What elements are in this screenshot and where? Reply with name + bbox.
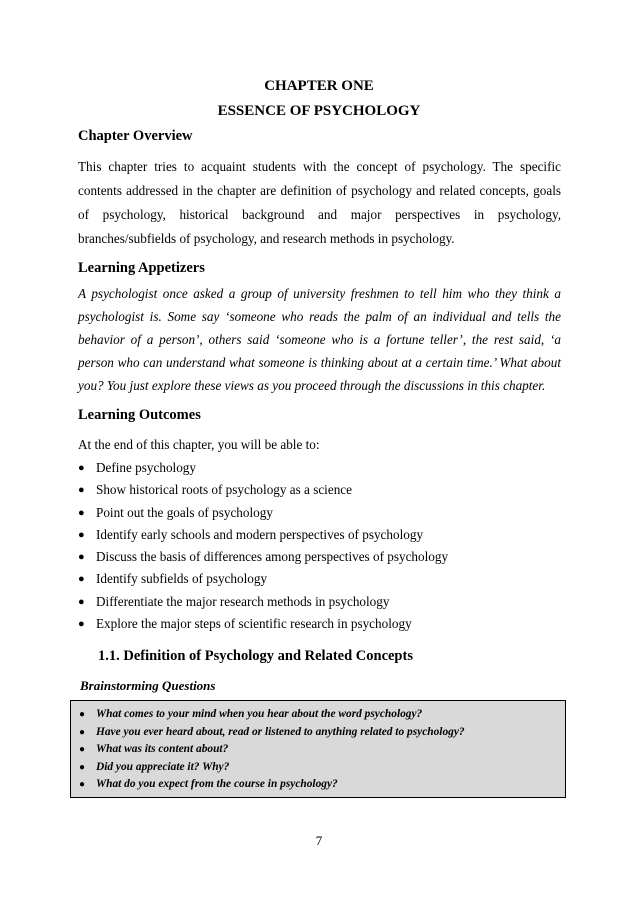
list-item (78, 457, 561, 479)
bullet-icon: ● (78, 462, 85, 474)
question-text: What do you expect from the course in psychology? (96, 778, 338, 790)
bullet-icon: ● (78, 506, 85, 519)
list-item (79, 759, 565, 777)
outcome-text: Discuss the basis of differences among perspectives of psychology (96, 549, 449, 565)
outcome-text: Identify early schools and modern perspectives of psychology (96, 526, 424, 542)
list-item (78, 524, 561, 546)
bullet-icon: ● (79, 779, 86, 790)
learning-outcomes-list (78, 457, 561, 635)
list-item (78, 613, 561, 635)
list-item (78, 568, 561, 590)
chapter-subtitle: ESSENCE OF PSYCHOLOGY (217, 103, 421, 119)
learning-outcomes-heading: Learning Outcomes (78, 407, 201, 423)
list-item (79, 706, 565, 724)
chapter-overview-heading: Chapter Overview (78, 128, 193, 144)
outcome-text: Identify subfields of psychology (96, 571, 268, 587)
chapter-overview-text: This chapter tries to acquaint students with the concept of psychology. The specific contents addressed in the chapter are definition of psychology and related concepts, goals of psychology, historical background and major perspectives in psychology, branches/subfields of psychology, and research methods in psychology. (78, 159, 561, 246)
bullet-icon: ● (79, 744, 86, 755)
outcome-text: Differentiate the major research methods in psychology (96, 593, 390, 609)
outcome-text: Define psychology (96, 460, 196, 475)
question-text: What was its content about? (96, 743, 229, 755)
page-number: 7 (315, 833, 323, 848)
list-item (79, 741, 565, 759)
bullet-icon: ● (79, 761, 86, 773)
outcome-text: Point out the goals of psychology (96, 504, 273, 520)
question-text: Did you appreciate it? Why? (96, 760, 230, 773)
bullet-icon: ● (78, 573, 85, 586)
question-text: Have you ever heard about, read or listened to anything related to psychology? (96, 725, 465, 738)
outcome-text: Show historical roots of psychology as a science (96, 482, 353, 498)
outcome-text: Explore the major steps of scientific research in psychology (96, 616, 412, 632)
list-item (78, 591, 561, 613)
brainstorming-title: Brainstorming Questions (80, 678, 216, 693)
bullet-icon: ● (79, 726, 86, 738)
bullet-icon: ● (78, 618, 85, 631)
list-item (79, 776, 565, 794)
list-item (78, 502, 561, 524)
bullet-icon: ● (78, 551, 85, 564)
bullet-icon: ● (78, 595, 85, 608)
bullet-icon: ● (79, 709, 86, 720)
chapter-title: CHAPTER ONE (264, 78, 374, 94)
learning-appetizers-heading: Learning Appetizers (78, 260, 205, 276)
list-item (78, 546, 561, 568)
bullet-icon: ● (78, 484, 85, 497)
brainstorming-box (70, 700, 566, 798)
bullet-icon: ● (78, 528, 85, 541)
learning-appetizers-text: A psychologist once asked a group of university freshmen to tell him who they think a psychologist is. Some say ‘someone who reads the palm of an individual and tells the behavior of a person’, others said ‘someone who is a fortune teller’, the rest said, ‘a person who can understand what someone is thinking about at a certain time.’ What about you? You just explore these views as you proceed through the discussions in this chapter. (78, 286, 561, 393)
brainstorming-questions-list (71, 701, 565, 794)
list-item (79, 724, 565, 742)
section-heading: 1.1. Definition of Psychology and Related Concepts (98, 648, 413, 664)
list-item (78, 479, 561, 501)
question-text: What comes to your mind when you hear about the word psychology? (96, 708, 423, 720)
learning-outcomes-intro: At the end of this chapter, you will be able to: (78, 437, 320, 452)
